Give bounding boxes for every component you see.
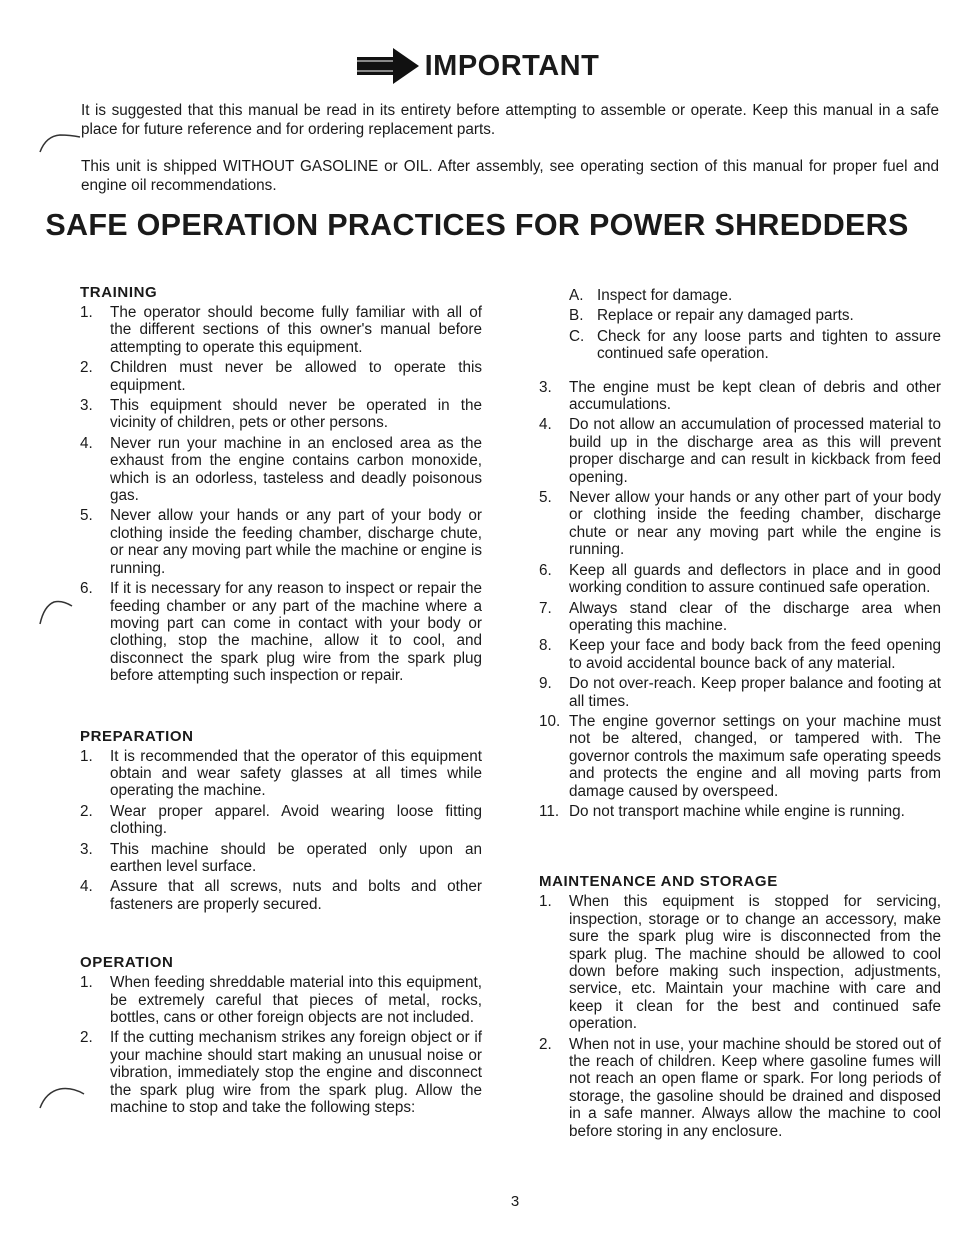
section-heading-training: TRAINING (80, 284, 158, 301)
item-text: This equipment should never be operated in the vicinity of children, pets or other persons. (110, 397, 482, 432)
list-item (539, 1036, 941, 1140)
item-text: Keep all guards and deflectors in place and in good working condition to assure continued safe operation. (569, 561, 941, 597)
list-item (539, 416, 941, 486)
intro-paragraph-2: This unit is shipped WITHOUT GASOLINE or OIL. After assembly, see operating section of this manual for proper fuel and engine oil recommendations. (81, 158, 939, 194)
item-letter: C. (569, 327, 585, 345)
training-list (80, 304, 482, 685)
list-item (539, 893, 941, 1032)
item-number: 5. (80, 507, 93, 525)
item-number: 3. (539, 378, 552, 396)
item-text: Never run your machine in an enclosed area as the exhaust from the engine contains carbon monoxide, which is an odorless, tasteless and deadly poisonous gas. (110, 434, 482, 505)
item-text: Inspect for damage. (597, 287, 733, 304)
item-number: 4. (80, 434, 93, 452)
inspection-steps-list (539, 287, 941, 363)
list-item (80, 507, 482, 577)
item-text: Wear proper apparel. Avoid wearing loose fitting clothing. (110, 802, 482, 838)
list-item (539, 713, 941, 800)
item-number: 5. (539, 489, 552, 507)
list-item (539, 803, 941, 820)
list-item (80, 359, 482, 394)
important-label: IMPORTANT (424, 49, 600, 82)
item-text: The engine governor settings on your machine must not be altered, changed, or tampered with. The governor controls the maximum safe operating speeds and protects the engine and all moving parts from damage caused by overspeed. (569, 712, 941, 800)
important-banner (0, 46, 954, 86)
item-number: 1. (80, 304, 93, 321)
maintenance-list (539, 893, 941, 1140)
item-text: Replace or repair any damaged parts. (597, 307, 854, 325)
list-item (539, 379, 941, 414)
item-letter: A. (569, 287, 584, 304)
page-number: 3 (510, 1193, 520, 1210)
item-text: This machine should be operated only upon an earthen level surface. (110, 840, 482, 875)
list-item (569, 328, 941, 363)
list-item (80, 878, 482, 913)
item-number: 1. (80, 747, 93, 765)
list-item (539, 489, 941, 559)
list-item (80, 803, 482, 838)
list-item (80, 397, 482, 432)
item-number: 10. (539, 712, 561, 730)
item-number: 2. (80, 359, 93, 377)
item-text: Keep your face and body back from the feed opening to avoid accidental bounce back of any material. (569, 637, 941, 672)
right-column (539, 287, 941, 1143)
list-item (80, 435, 482, 505)
section-heading-maintenance: MAINTENANCE AND STORAGE (539, 873, 778, 891)
intro-paragraph-1: It is suggested that this manual be read in its entirety before attempting to assemble or operate. Keep this manual in a safe place for future reference and for ordering replacement parts. (81, 102, 939, 138)
section-heading-preparation: PREPARATION (80, 727, 194, 745)
list-item (80, 1029, 482, 1116)
item-text: Never allow your hands or any other part of your body or clothing inside the feeding chamber, discharge chute or near any moving part while the engine is running. (569, 489, 941, 559)
section-heading-operation: OPERATION (80, 954, 174, 972)
item-number: 9. (539, 675, 552, 693)
item-text: Always stand clear of the discharge area when operating this machine. (569, 599, 941, 634)
item-text: Never allow your hands or any part of your body or clothing inside the feeding chamber, discharge chute, or near any moving part while the machine or engine is running. (110, 507, 482, 577)
list-item (80, 974, 482, 1026)
item-text: The operator should become fully familiar with all of the different sections of this owner's manual before attempting to operate this equipment. (110, 304, 482, 356)
item-number: 4. (80, 878, 93, 896)
item-text: When this equipment is stopped for servicing, inspection, storage or to change an accessory, make sure the spark plug wire is disconnected from the spark plug. The machine should be allowed to cool down before making such inspection, adjustments, service, etc. Maintain your machine with care and keep it clean for the best and continued safe operation. (569, 893, 941, 1033)
list-item (539, 600, 941, 635)
item-text: If it is necessary for any reason to inspect or repair the feeding chamber or any part of the machine where a moving part can come in contact with your body or clothing, stop the machine, allow it to cool, and disconnect the spark plug wire from the spark plug before attempting such inspection or repair. (110, 580, 482, 685)
item-text: When feeding shreddable material into this equipment, be extremely careful that pieces of metal, rocks, bottles, cans or other foreign objects are not included. (110, 974, 482, 1026)
pen-mark (34, 594, 78, 628)
item-text: When not in use, your machine should be stored out of the reach of children. Keep where gasoline fumes will not reach an open flame or spark. For long periods of storage, the gasoline should be drained and disposed in a safe manner. Always allow the machine to cool before storing in any enclosure. (569, 1035, 941, 1140)
list-item (569, 307, 941, 324)
item-number: 3. (80, 397, 93, 415)
list-item (539, 675, 941, 710)
list-item (80, 748, 482, 800)
page-title: SAFE OPERATION PRACTICES FOR POWER SHREDDERS (45, 208, 909, 242)
item-text: Check for any loose parts and tighten to assure continued safe operation. (597, 327, 941, 363)
item-number: 2. (80, 802, 93, 820)
item-text: Do not allow an accumulation of processed material to build up in the discharge area as this will prevent proper discharge and can result in kickback from feed opening. (569, 416, 941, 486)
list-item (539, 637, 941, 672)
item-text: Do not transport machine while engine is running. (569, 802, 905, 820)
list-item (539, 562, 941, 597)
pen-mark (36, 1082, 88, 1112)
item-text: Assure that all screws, nuts and bolts and other fasteners are properly secured. (110, 878, 482, 913)
item-text: If the cutting mechanism strikes any foreign object or if your machine should start making an unusual noise or vibration, immediately stop the engine and disconnect the spark plug wire from the spark plug. Allow the machine to stop and take the following steps: (110, 1029, 482, 1117)
item-number: 1. (80, 974, 93, 992)
arrow-right-icon (355, 46, 421, 86)
item-number: 7. (539, 599, 552, 617)
pen-mark (36, 128, 86, 156)
operation-list-continued (539, 379, 941, 821)
item-text: Children must never be allowed to operate this equipment. (110, 359, 482, 394)
list-item (80, 841, 482, 876)
item-text: It is recommended that the operator of this equipment obtain and wear safety glasses at all times while operating the machine. (110, 747, 482, 800)
item-number: 4. (539, 416, 552, 434)
preparation-list (80, 748, 482, 914)
list-item (80, 580, 482, 684)
operation-list (80, 974, 482, 1116)
list-item (569, 287, 941, 304)
item-number: 1. (539, 893, 552, 911)
item-number: 8. (539, 637, 552, 655)
item-number: 2. (80, 1029, 93, 1047)
left-column (80, 284, 482, 1119)
item-number: 3. (80, 840, 93, 858)
item-number: 2. (539, 1035, 552, 1053)
item-number: 11. (539, 802, 560, 820)
item-number: 6. (539, 561, 552, 579)
item-number: 6. (80, 580, 93, 598)
item-text: Do not over-reach. Keep proper balance and footing at all times. (569, 675, 941, 710)
item-letter: B. (569, 307, 584, 325)
list-item (80, 304, 482, 356)
item-text: The engine must be kept clean of debris and other accumulations. (569, 378, 941, 414)
